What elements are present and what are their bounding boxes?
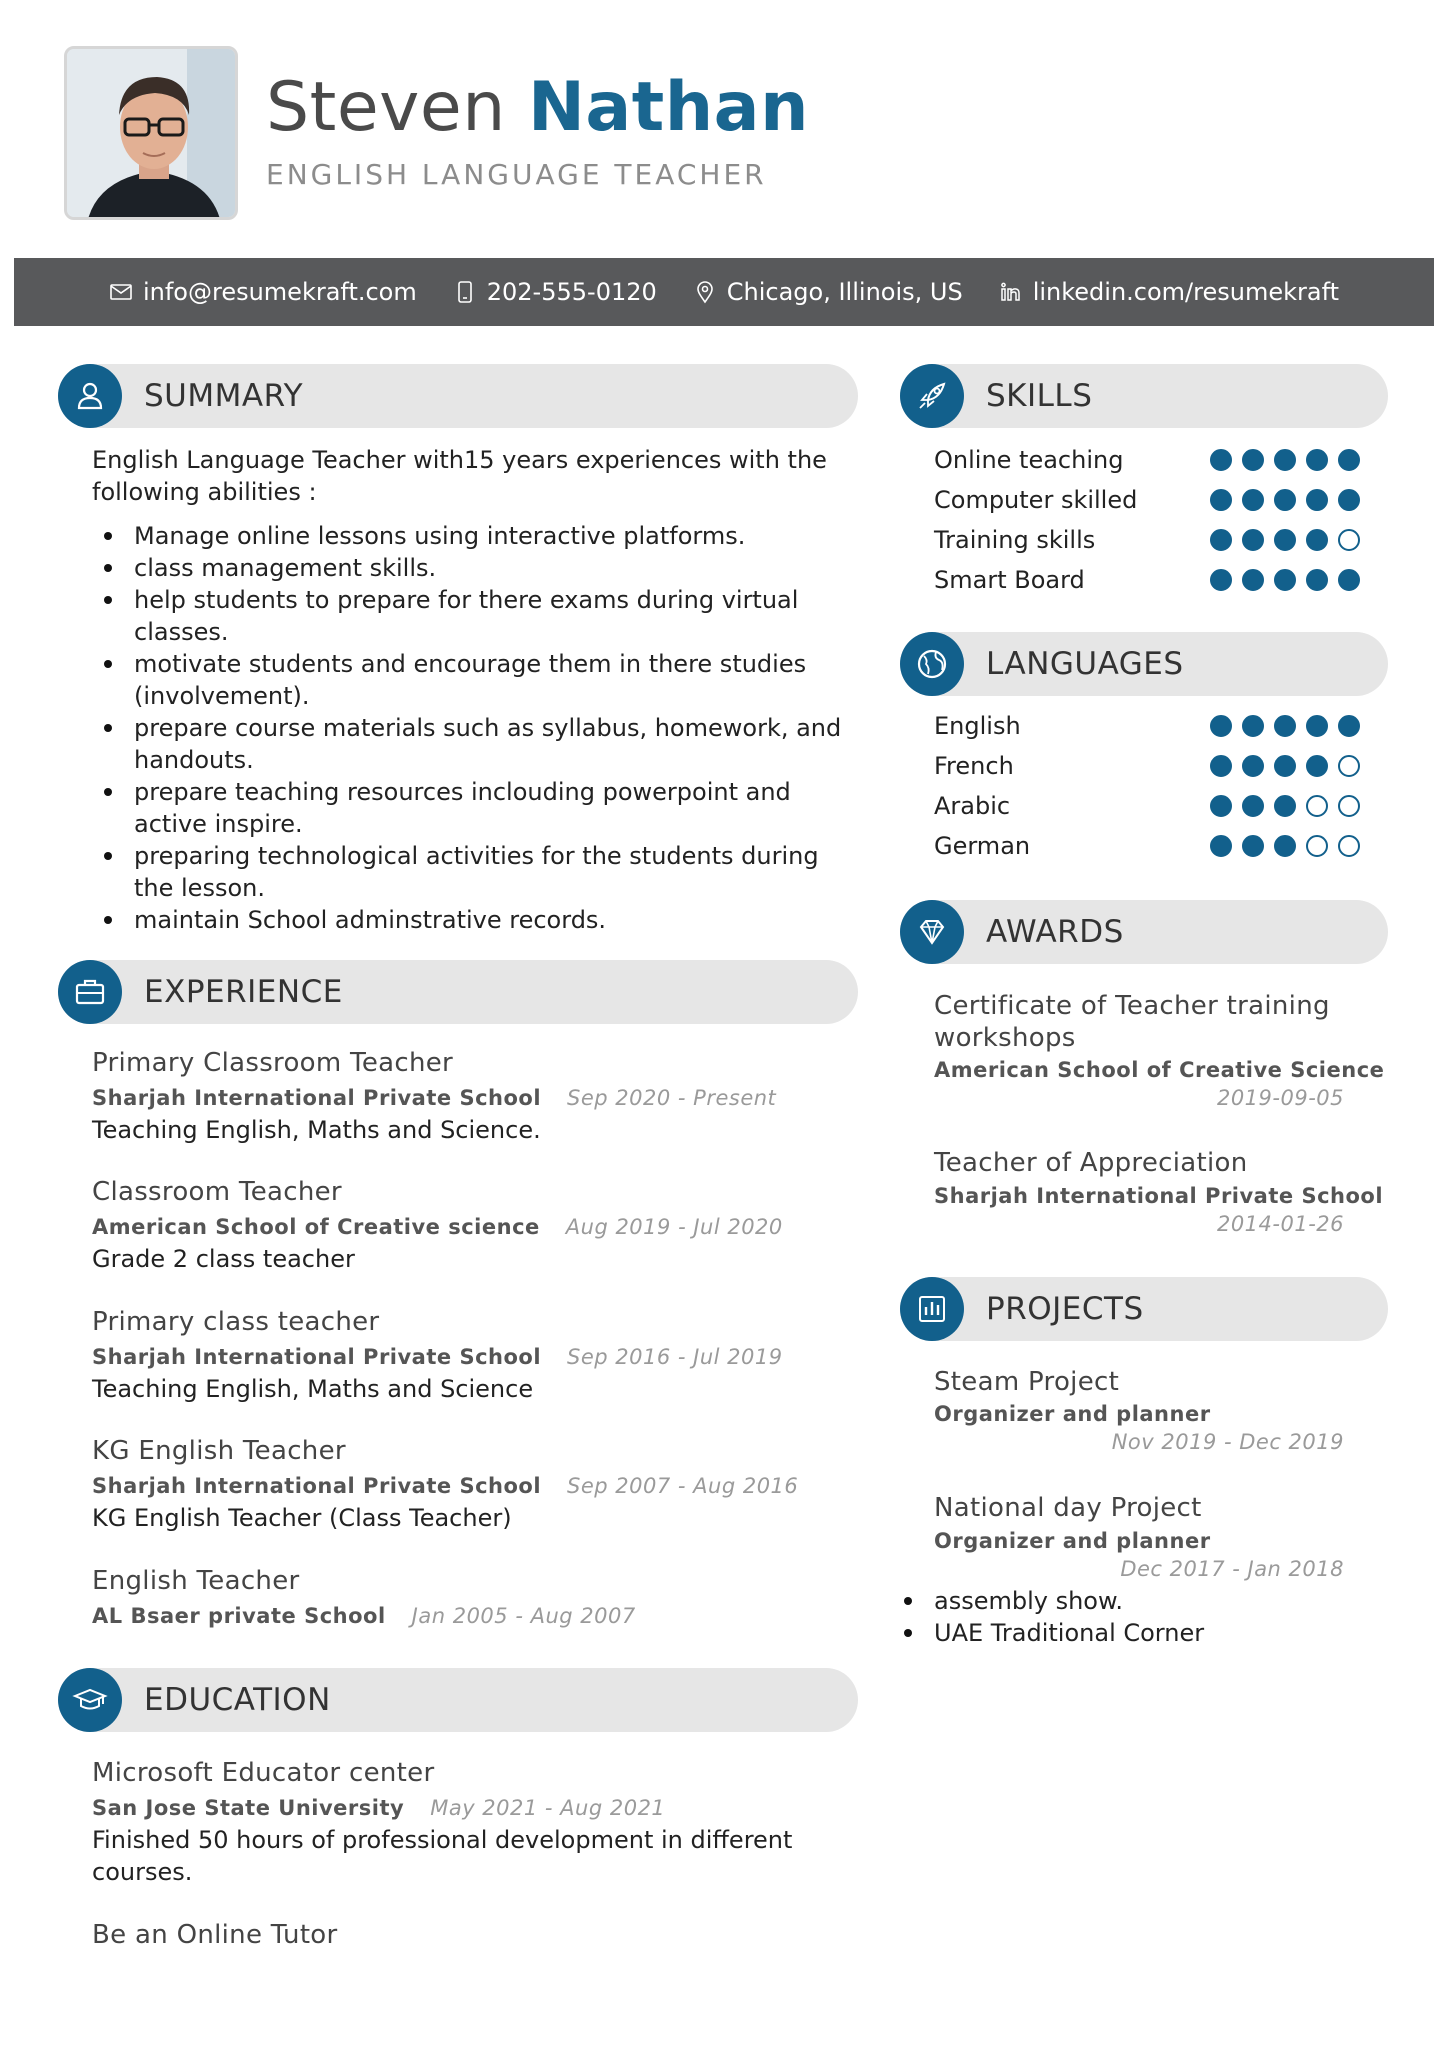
skills-title: SKILLS [986,378,1093,414]
job-org: Sharjah International Private School [92,1086,542,1110]
rating-dot-filled [1242,835,1264,857]
first-name: Steven [266,68,506,147]
rating-dot-filled [1338,449,1360,471]
job-desc: Grade 2 class teacher [92,1245,355,1273]
job-title: Classroom Teacher [92,1177,342,1207]
rating-dot-filled [1210,489,1232,511]
skills-section-header [900,364,1388,428]
language-label: German [934,832,1031,860]
summary-badge [58,364,122,428]
rating-dot-filled [1306,715,1328,737]
languages-section-header [900,632,1388,696]
location-pin-icon [693,280,717,304]
rating-dot-empty [1338,835,1360,857]
user-icon [72,378,108,414]
rating-dot-filled [1274,489,1296,511]
job-org-line [92,1345,783,1369]
job-desc: Teaching English, Maths and Science. [92,1116,541,1144]
rating-dot-filled [1274,755,1296,777]
rating-dot-empty [1306,795,1328,817]
job-org-line [92,1086,776,1110]
rating-dot-empty [1338,529,1360,551]
award-org: American School of Creative Science [934,1058,1385,1082]
language-rating [1210,835,1360,857]
summary-bullet: Manage online lessons using interactive platforms. [92,520,852,552]
language-rating [1210,715,1360,737]
envelope-icon [109,280,133,304]
skill-row [934,560,1360,600]
language-row [934,706,1360,746]
experience-title: EXPERIENCE [144,974,343,1010]
rating-dot-filled [1210,449,1232,471]
skill-rating [1210,489,1360,511]
email-text: info@resumekraft.com [142,278,417,306]
language-rating [1210,755,1360,777]
job-role: ENGLISH LANGUAGE TEACHER [266,158,767,191]
rating-dot-filled [1306,489,1328,511]
summary-bullet: help students to prepare for there exams during virtual classes. [92,584,852,648]
education-title-item: Microsoft Educator center [92,1758,435,1788]
rating-dot-filled [1210,795,1232,817]
award-title [934,990,1374,1054]
language-row [934,826,1360,866]
job-dates: Sep 2016 - Jul 2019 [567,1345,783,1369]
summary-bullet: class management skills. [92,552,852,584]
skill-label: Computer skilled [934,486,1138,514]
rating-dot-filled [1274,569,1296,591]
language-row [934,786,1360,826]
graduation-cap-icon [72,1682,108,1718]
languages-title: LANGUAGES [986,646,1184,682]
rocket-icon [914,378,950,414]
rating-dot-filled [1338,715,1360,737]
job-org: AL Bsaer private School [92,1604,386,1628]
job-dates: Sep 2007 - Aug 2016 [567,1474,799,1498]
job-desc: Teaching English, Maths and Science [92,1375,534,1403]
rating-dot-filled [1274,449,1296,471]
summary-title: SUMMARY [144,378,304,414]
project-bullets [892,1585,1372,1649]
rating-dot-filled [1274,715,1296,737]
rating-dot-filled [1242,569,1264,591]
award-title-line1: Teacher of Appreciation [934,1148,1248,1178]
rating-dot-filled [1210,529,1232,551]
skill-row [934,520,1360,560]
phone-icon [453,280,477,304]
projects-section-header [900,1277,1388,1341]
projects-title: PROJECTS [986,1291,1144,1327]
education-title: EDUCATION [144,1682,331,1718]
job-dates: Jan 2005 - Aug 2007 [411,1604,636,1628]
rating-dot-filled [1306,569,1328,591]
rating-dot-filled [1338,569,1360,591]
briefcase-icon [72,974,108,1010]
skill-row [934,480,1360,520]
job-title: KG English Teacher [92,1436,346,1466]
rating-dot-empty [1306,835,1328,857]
rating-dot-empty [1338,795,1360,817]
job-title: Primary Classroom Teacher [92,1048,454,1078]
phone-text: 202-555-0120 [486,278,657,306]
skill-rating [1210,529,1360,551]
skill-label: Smart Board [934,566,1085,594]
skill-label: Online teaching [934,446,1124,474]
rating-dot-filled [1306,755,1328,777]
language-label: French [934,752,1014,780]
education-badge [58,1668,122,1732]
language-rating [1210,795,1360,817]
award-title-line2: workshops [934,1023,1076,1053]
contact-location [693,278,963,306]
experience-section-header [58,960,858,1024]
skills-badge [900,364,964,428]
contact-linkedin[interactable] [999,278,1339,306]
rating-dot-filled [1274,835,1296,857]
project-bullet: UAE Traditional Corner [892,1617,1372,1649]
linkedin-text: linkedin.com/resumekraft [1032,278,1340,306]
profile-photo [64,46,238,220]
projects-badge [900,1277,964,1341]
rating-dot-filled [1242,795,1264,817]
job-title: Primary class teacher [92,1307,380,1337]
education-desc [92,1824,852,1888]
project-title: Steam Project [934,1367,1120,1397]
summary-intro [92,444,852,508]
award-title [934,1147,1374,1179]
job-org-line [92,1215,783,1239]
skill-label: Training skills [934,526,1096,554]
summary-intro-line2: following abilities : [92,478,317,506]
experience-badge [58,960,122,1024]
education-dates: May 2021 - Aug 2021 [430,1796,666,1820]
rating-dot-filled [1242,489,1264,511]
rating-dot-empty [1338,755,1360,777]
rating-dot-filled [1338,489,1360,511]
job-desc: KG English Teacher (Class Teacher) [92,1504,512,1532]
globe-icon [914,646,950,682]
award-org: Sharjah International Private School [934,1184,1384,1208]
job-org-line [92,1604,636,1628]
education-org: San Jose State University [92,1796,405,1820]
awards-section-header [900,900,1388,964]
summary-bullets [92,520,852,936]
rating-dot-filled [1306,449,1328,471]
project-dates: Nov 2019 - Dec 2019 [1111,1430,1344,1454]
bar-chart-icon [914,1291,950,1327]
summary-bullet: maintain School adminstrative records. [92,904,852,936]
summary-bullet: prepare teaching resources inclouding powerpoint and active inspire. [92,776,852,840]
contact-email[interactable] [109,278,417,306]
rating-dot-filled [1210,569,1232,591]
job-title: English Teacher [92,1566,300,1596]
project-role: Organizer and planner [934,1402,1211,1426]
awards-badge [900,900,964,964]
skill-rating [1210,449,1360,471]
skill-rating [1210,569,1360,591]
job-org: Sharjah International Private School [92,1474,542,1498]
award-date: 2019-09-05 [1216,1086,1344,1110]
education-section-header [58,1668,858,1732]
language-label: English [934,712,1021,740]
rating-dot-filled [1242,449,1264,471]
language-row [934,746,1360,786]
education-org-line [92,1796,665,1820]
job-org-line [92,1474,798,1498]
award-title-line1: Certificate of Teacher training [934,991,1330,1021]
contact-bar [14,258,1434,326]
full-name [266,68,809,147]
summary-bullet: prepare course materials such as syllabus, homework, and handouts. [92,712,852,776]
rating-dot-filled [1242,529,1264,551]
education-desc-line2: courses. [92,1858,193,1886]
summary-bullet: preparing technological activities for the students during the lesson. [92,840,852,904]
rating-dot-filled [1242,715,1264,737]
project-role: Organizer and planner [934,1529,1211,1553]
education-title-item: Be an Online Tutor [92,1920,338,1950]
job-org: Sharjah International Private School [92,1345,542,1369]
project-title: National day Project [934,1493,1202,1523]
languages-badge [900,632,964,696]
language-label: Arabic [934,792,1011,820]
job-org: American School of Creative science [92,1215,540,1239]
rating-dot-filled [1274,795,1296,817]
linkedin-icon [999,280,1023,304]
rating-dot-filled [1306,529,1328,551]
rating-dot-filled [1274,529,1296,551]
job-dates: Aug 2019 - Jul 2020 [565,1215,783,1239]
summary-bullet: motivate students and encourage them in there studies (involvement). [92,648,852,712]
rating-dot-filled [1242,755,1264,777]
last-name: Nathan [527,68,809,147]
summary-section-header [58,364,858,428]
diamond-icon [914,914,950,950]
award-date: 2014-01-26 [1216,1212,1344,1236]
project-bullet: assembly show. [892,1585,1372,1617]
education-desc-line1: Finished 50 hours of professional development in different [92,1826,793,1854]
rating-dot-filled [1210,755,1232,777]
skill-row [934,440,1360,480]
location-text: Chicago, Illinois, US [726,278,963,306]
summary-intro-line1: English Language Teacher with15 years experiences with the [92,446,827,474]
rating-dot-filled [1210,715,1232,737]
contact-phone[interactable] [453,278,657,306]
job-dates: Sep 2020 - Present [567,1086,777,1110]
rating-dot-filled [1210,835,1232,857]
awards-title: AWARDS [986,914,1124,950]
project-dates: Dec 2017 - Jan 2018 [1120,1557,1344,1581]
